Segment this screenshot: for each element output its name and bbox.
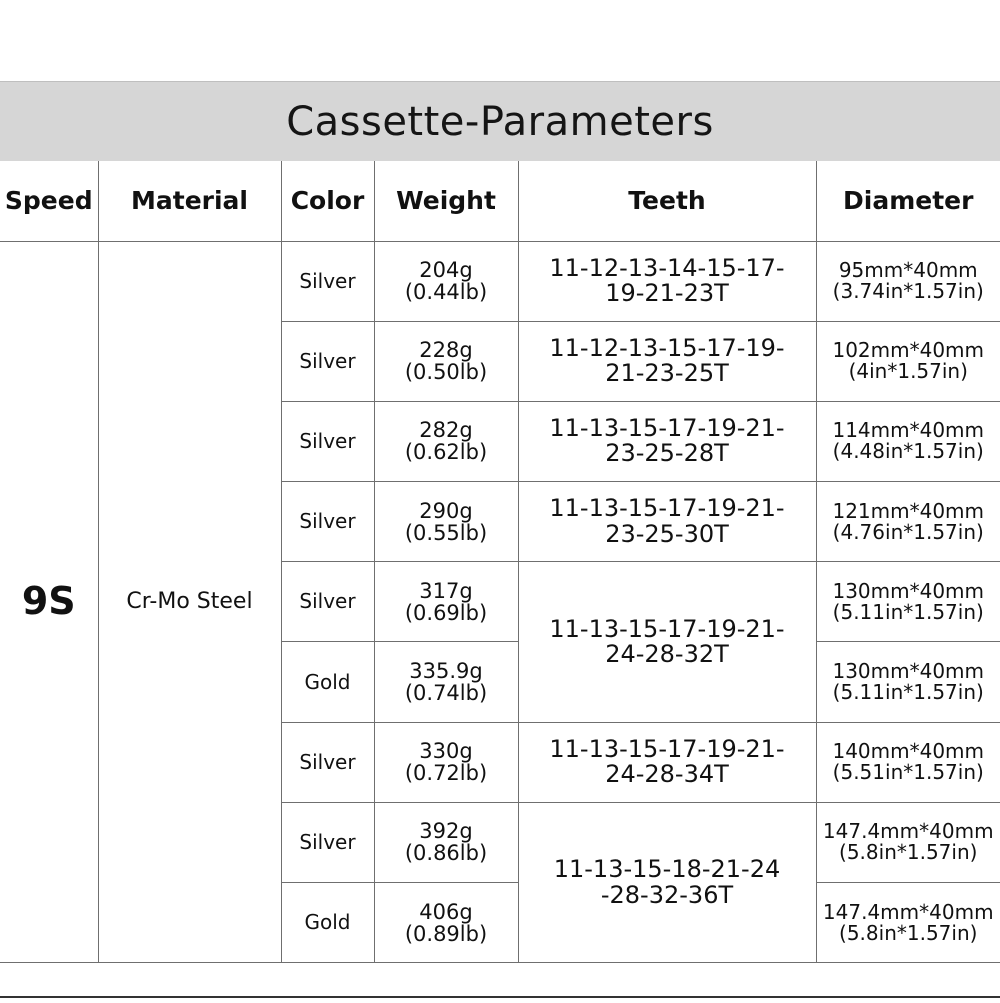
diameter-mm: 130mm*40mm	[832, 578, 985, 603]
header-teeth: Teeth	[518, 161, 816, 241]
weight-pounds: (0.55lb)	[404, 520, 488, 545]
color-cell: Silver	[281, 722, 374, 802]
cassette-parameters-table	[0, 161, 1000, 963]
teeth-line-1: 11-13-15-17-19-21-	[549, 494, 785, 523]
diameter-cell	[816, 401, 1000, 481]
weight-cell	[374, 642, 518, 722]
header-diameter: Diameter	[816, 161, 1000, 241]
diameter-in: (4.48in*1.57in)	[832, 439, 984, 464]
diameter-in: (5.11in*1.57in)	[832, 599, 984, 624]
teeth-cell	[518, 241, 816, 321]
weight-pounds: (0.44lb)	[404, 280, 488, 305]
diameter-cell	[816, 482, 1000, 562]
weight-pounds: (0.74lb)	[404, 681, 488, 706]
diameter-mm: 147.4mm*40mm	[822, 819, 994, 844]
weight-cell	[374, 321, 518, 401]
diameter-cell	[816, 802, 1000, 882]
bottom-divider	[0, 996, 1000, 998]
diameter-mm: 102mm*40mm	[832, 338, 985, 363]
color-cell: Silver	[281, 321, 374, 401]
diameter-in: (5.8in*1.57in)	[839, 840, 978, 865]
color-cell: Silver	[281, 802, 374, 882]
weight-grams: 290g	[419, 498, 473, 523]
weight-cell	[374, 401, 518, 481]
teeth-line-2: 24-28-32T	[605, 639, 729, 668]
diameter-in: (3.74in*1.57in)	[832, 279, 984, 304]
weight-grams: 317g	[419, 578, 473, 603]
material-cell: Cr-Mo Steel	[98, 241, 281, 963]
weight-pounds: (0.69lb)	[404, 600, 488, 625]
weight-cell	[374, 562, 518, 642]
teeth-cell	[518, 722, 816, 802]
weight-grams: 330g	[419, 739, 473, 764]
diameter-mm: 140mm*40mm	[832, 739, 985, 764]
teeth-line-2: 24-28-34T	[605, 760, 729, 789]
diameter-cell	[816, 722, 1000, 802]
header-material: Material	[98, 161, 281, 241]
teeth-cell	[518, 321, 816, 401]
header-row	[0, 161, 1000, 241]
weight-cell	[374, 241, 518, 321]
diameter-in: (5.8in*1.57in)	[839, 920, 978, 945]
diameter-in: (5.51in*1.57in)	[832, 760, 984, 785]
teeth-line-1: 11-13-15-17-19-21-	[549, 735, 785, 764]
diameter-in: (4in*1.57in)	[848, 359, 968, 384]
diameter-cell	[816, 883, 1000, 963]
color-cell: Silver	[281, 241, 374, 321]
diameter-in: (5.11in*1.57in)	[832, 680, 984, 705]
color-cell: Silver	[281, 482, 374, 562]
diameter-mm: 130mm*40mm	[832, 659, 985, 684]
weight-pounds: (0.86lb)	[404, 841, 488, 866]
color-cell: Silver	[281, 562, 374, 642]
weight-cell	[374, 482, 518, 562]
teeth-line-1: 11-13-15-18-21-24	[553, 855, 781, 884]
weight-grams: 406g	[419, 899, 473, 924]
table-row	[0, 241, 1000, 321]
header-color: Color	[281, 161, 374, 241]
teeth-line-1: 11-12-13-15-17-19-	[549, 334, 785, 363]
diameter-cell	[816, 562, 1000, 642]
diameter-mm: 114mm*40mm	[832, 418, 985, 443]
teeth-line-2: 21-23-25T	[605, 359, 729, 388]
teeth-line-2: 23-25-28T	[605, 439, 729, 468]
speed-cell: 9S	[0, 241, 98, 963]
color-cell: Gold	[281, 642, 374, 722]
teeth-line-1: 11-13-15-17-19-21-	[549, 414, 785, 443]
header-speed: Speed	[0, 161, 98, 241]
diameter-mm: 147.4mm*40mm	[822, 899, 994, 924]
weight-grams: 335.9g	[409, 658, 483, 683]
header-weight: Weight	[374, 161, 518, 241]
teeth-line-2: 19-21-23T	[605, 279, 729, 308]
weight-pounds: (0.89lb)	[404, 921, 488, 946]
diameter-cell	[816, 321, 1000, 401]
weight-grams: 228g	[419, 338, 473, 363]
teeth-cell	[518, 562, 816, 722]
weight-grams: 282g	[419, 418, 473, 443]
teeth-cell	[518, 401, 816, 481]
teeth-line-1: 11-12-13-14-15-17-	[549, 253, 785, 282]
weight-pounds: (0.62lb)	[404, 440, 488, 465]
color-cell: Gold	[281, 883, 374, 963]
color-cell: Silver	[281, 401, 374, 481]
page-title: Cassette-Parameters	[286, 98, 714, 145]
teeth-cell	[518, 802, 816, 962]
weight-grams: 204g	[419, 258, 473, 283]
diameter-cell	[816, 241, 1000, 321]
diameter-mm: 95mm*40mm	[838, 258, 978, 283]
weight-cell	[374, 883, 518, 963]
weight-pounds: (0.50lb)	[404, 360, 488, 385]
teeth-line-2: 23-25-30T	[605, 519, 729, 548]
diameter-in: (4.76in*1.57in)	[832, 519, 984, 544]
teeth-line-2: -28-32-36T	[600, 880, 734, 909]
diameter-mm: 121mm*40mm	[832, 498, 985, 523]
teeth-cell	[518, 482, 816, 562]
weight-cell	[374, 802, 518, 882]
weight-grams: 392g	[419, 819, 473, 844]
diameter-cell	[816, 642, 1000, 722]
teeth-line-1: 11-13-15-17-19-21-	[549, 614, 785, 643]
title-band	[0, 81, 1000, 161]
weight-cell	[374, 722, 518, 802]
weight-pounds: (0.72lb)	[404, 761, 488, 786]
